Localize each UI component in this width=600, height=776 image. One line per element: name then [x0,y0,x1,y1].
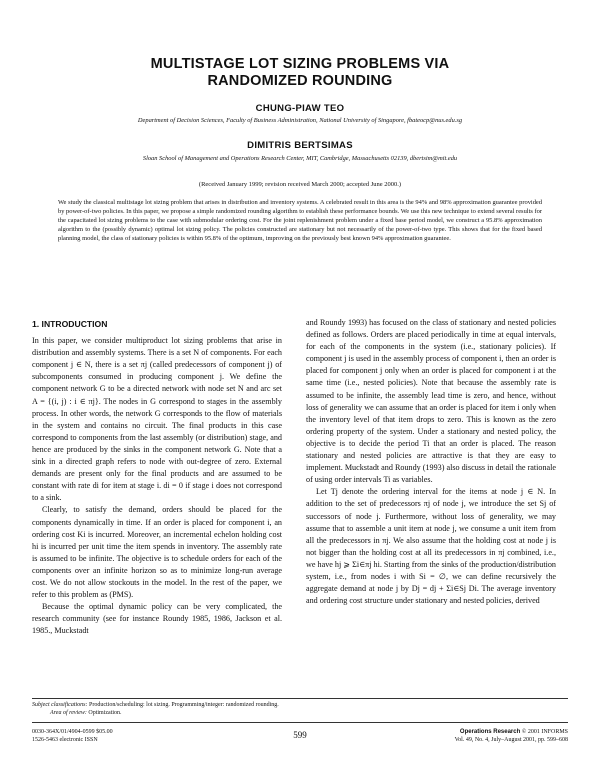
subject-classifications-text: Production/scheduling: lot sizing. Programming/integer: randomized rounding. [89,702,279,708]
copyright: © 2001 INFORMS [521,729,568,735]
subject-classifications-label: Subject classifications: [32,702,88,708]
section-heading: 1. INTRODUCTION [32,319,108,329]
paragraph: In this paper, we consider multiproduct lot sizing problems that arise in distribution and assembly systems. There is a set N of components. For each component j ∈ N, there is a set πj (called predecessors of component j) of subcomponents consumed in producing component j. We define the component network G to be a directed network with node set N and arc set A = {(i, j) : i ∈ πj}. The nodes in G correspond to stages in the assembly process. In other words, the network G corresponds to the flow of materials in the system and contains no circuit. The final products in this case correspond to components from the last assembly (or distribution) stage, and hence are produced by the sinks in the component network G. Note that a sink in a directed graph refers to node with out-degree of zero. External demands are present only for the final products and are assumed to be constant with rate di for item at stage i. di = 0 if stage i does not correspond to a sink. [32,336,282,503]
area-of-review-text: Optimization. [88,710,122,716]
author-2-name: DIMITRIS BERTSIMAS [247,140,353,151]
paragraph: and Roundy 1993) has focused on the class of stationary and nested policies defined as follows. Orders are placed periodically in time at equal intervals, for each of the components in the system (i.e., stationary policies). If component j is used in the assembly process of component i, then an order is placed for component j only when an order is placed for component i at the same time (i.e., nested policies). Note that because the assembly rate is assumed to be infinite, the assembly lead time is zero, and hence, without loss of generality we can assume that an order is placed for item i only when the inventory level of that item drops to zero. This is known as the zero ordering property of the system. Under a stationary and nested policy, the objective is to decide the period Ti that an order is placed. The reason stationary and nested policies are attractive is that they are easy to implement. Muckstadt and Roundy (1993) also discuss in detail the rationale of using order intervals Ti as variables. [306,318,556,485]
issn-electronic: 1526-5463 electronic ISSN [32,737,98,743]
title-line-2: RANDOMIZED ROUNDING [207,73,393,89]
right-column [306,317,556,607]
area-of-review-label: Area of review: [50,710,87,716]
journal-name: Operations Research [459,729,521,735]
author-1-affiliation: Department of Decision Sciences, Faculty of Business Administration, National University of Singapore, fbateocp@nus.edu.sg [137,117,463,124]
subject-classifications [32,701,552,717]
footer-rule [32,698,568,699]
abstract: We study the classical multistage lot sizing problem that arises in distribution and inventory systems. A celebrated result in this area is the 94% and 98% approximation guarantee provided by power-of-two policies. In this paper, we propose a simple randomized rounding algorithm to establish these performance bounds. We use this new technique to extend several results for the capacitated lot sizing problems to the case with submodular ordering cost. For the joint replenishment problem under a fixed base period model, we construct a 95.8% approximation algorithm to the (possibly dynamic) optimal lot sizing policy. The policies constructed are stationary but not necessarily of the power-of-two type. This shows that for the fixed based planning model, the class of stationary policies is within 95.8% of the optimum, improving on the previously best known 94% approximation guarantee. [58,199,542,243]
footer-rule-lower [32,722,568,723]
left-column [32,318,282,637]
journal-block [455,728,568,744]
paragraph: Let Tj denote the ordering interval for the items at node j ∈ N. In addition to the set of predecessors πj of node j, we introduce the set Sj of successors of node j. Furthermore, without loss of generality, we may assume that to assemble a unit item at node j, we consume a unit item from all the predecessors in πj. We also assume that the holding cost at node j is not bigger than the holding cost at all its predecessors in πj combined, i.e., we have hj ⩾ Σi∈πj hi. Starting from the sinks of the production/distribution system, i.e., from nodes i with Si = ∅, we can define recursively the aggregate demand at node j by Dj = dj + Σi∈Sj Di. The average inventory and ordering cost structure under stationary and nested policies, derived [306,487,556,606]
paper-title [0,56,600,90]
author-1-name: CHUNG-PIAW TEO [255,103,345,114]
paragraph: Because the optimal dynamic policy can be very complicated, the research community (see for instance Roundy 1985, 1986, Jackson et al. 1985., Muckstadt [32,602,282,636]
page-number: 599 [293,730,307,740]
received-dates: (Received January 1999; revision received March 2000; accepted June 2000.) [198,181,402,188]
issn-print: 0030-364X/01/4904-0599 $05.00 [32,729,113,735]
paragraph: Clearly, to satisfy the demand, orders should be placed for the components dynamically in time. If an order is placed for component i, an ordering cost Ki is incurred. Moreover, an incremental echelon holding cost hi is incurred per unit time the item spends in inventory. The assembly rate is assumed to be infinite. The objective is to schedule orders for each of the components over an infinite horizon so as to minimize long-run average cost. We do not allow stockouts in the model. In the rest of the paper, we refer to this problem as (PMS). [32,505,282,600]
title-line-1: MULTISTAGE LOT SIZING PROBLEMS VIA [150,56,450,72]
author-2-affiliation: Sloan School of Management and Operations Research Center, MIT, Cambridge, Massachusetts 02139, dbertsim@mit.edu [142,155,458,162]
volume-info: Vol. 49, No. 4, July–August 2001, pp. 599–608 [454,737,568,743]
